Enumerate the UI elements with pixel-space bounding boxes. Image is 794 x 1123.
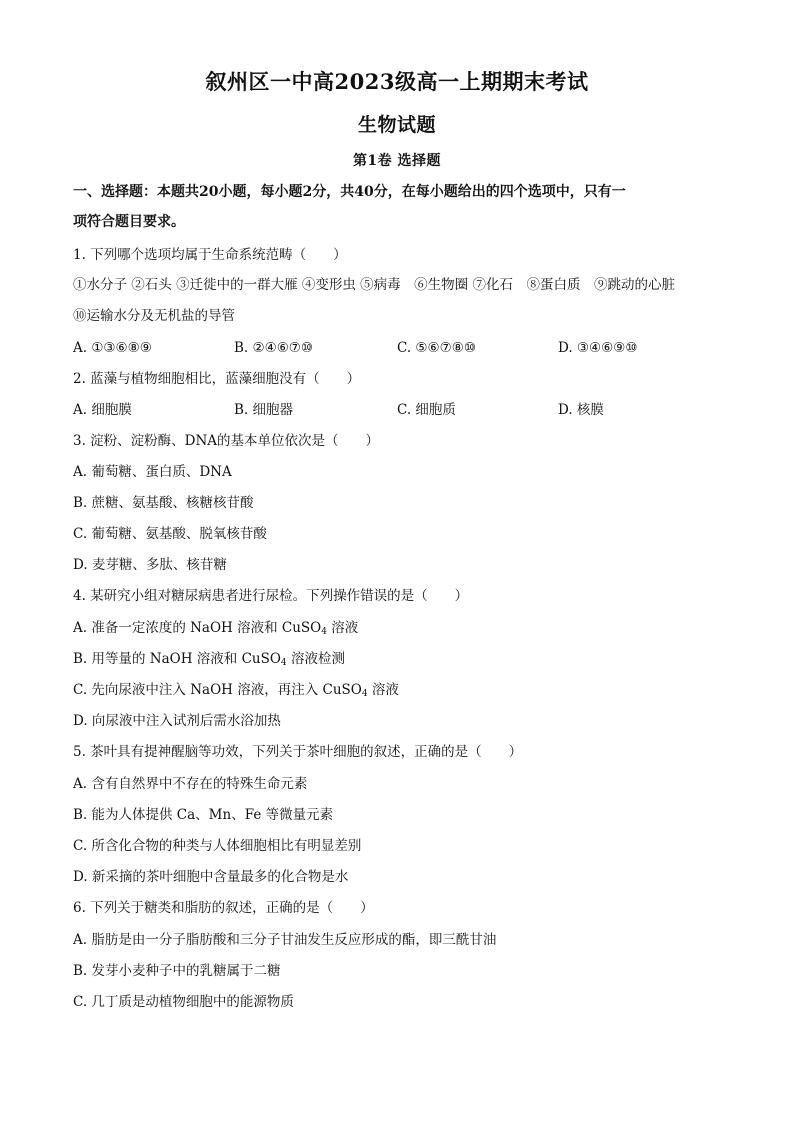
q6-option-c: C. 几丁质是动植物细胞中的能源物质: [73, 994, 294, 1010]
volume-title: 第1卷 选择题: [352, 153, 442, 169]
exam-title: 叙州区一中高2023级高一上期期末考试: [205, 69, 589, 94]
q4-option-c-text: C. 先向尿液中注入 NaOH 溶液，再注入 CuSO: [73, 682, 362, 698]
q1-option-a: A. ①③⑥⑧⑨: [73, 340, 152, 356]
q4-option-c: [73, 680, 399, 704]
q4-option-a: [73, 618, 358, 642]
section-instruction-line1: 一、选择题：本题共20小题，每小题2分，共40分，在每小题给出的四个选项中，只有一: [73, 184, 626, 200]
q3-option-a: A. 葡萄糖、蛋白质、DNA: [73, 464, 232, 480]
q6-stem: 6. 下列关于糖类和脂肪的叙述，正确的是（ ）: [73, 900, 374, 916]
q1-option-b: B. ②④⑥⑦⑩: [234, 340, 314, 356]
q6-option-a: A. 脂肪是由一分子脂肪酸和三分子甘油发生反应形成的酯，即三酰甘油: [73, 932, 497, 948]
q4-option-a-tail: 溶液: [326, 620, 359, 636]
q1-items-line2: ⑩运输水分及无机盐的导管: [73, 308, 235, 324]
q2-option-a: A. 细胞膜: [73, 402, 132, 418]
subject-title: 生物试题: [357, 114, 436, 136]
q3-option-d: D. 麦芽糖、多肽、核苷糖: [73, 557, 227, 573]
q5-option-a: A. 含有自然界中不存在的特殊生命元素: [73, 776, 308, 792]
subscript: 4: [280, 658, 287, 668]
q6-option-b: B. 发芽小麦种子中的乳糖属于二糖: [73, 963, 281, 979]
q2-option-d: D. 核膜: [558, 402, 604, 418]
q4-option-b-text: B. 用等量的 NaOH 溶液和 CuSO: [73, 651, 281, 667]
q4-option-b-tail: 溶液检测: [286, 651, 345, 667]
q1-stem: 1. 下列哪个选项均属于生命系统范畴（ ）: [73, 247, 347, 263]
q1-option-d: D. ③④⑥⑨⑩: [558, 340, 638, 356]
q5-option-b: B. 能为人体提供 Ca、Mn、Fe 等微量元素: [73, 807, 334, 823]
q5-option-d: D. 新采摘的茶叶细胞中含量最多的化合物是水: [73, 869, 349, 885]
q3-stem: 3. 淀粉、淀粉酶、DNA的基本单位依次是（ ）: [73, 433, 380, 449]
q3-option-b: B. 蔗糖、氨基酸、核糖核苷酸: [73, 495, 254, 511]
q1-items-line1: ①水分子 ②石头 ③迁徙中的一群大雁 ④变形虫 ⑤病毒 ⑥生物圈 ⑦化石 ⑧蛋白质 ⑨跳动的心脏: [73, 277, 675, 293]
q3-option-c: C. 葡萄糖、氨基酸、脱氧核苷酸: [73, 526, 267, 542]
q5-option-c: C. 所含化合物的种类与人体细胞相比有明显差别: [73, 838, 362, 854]
subscript: 4: [321, 627, 327, 637]
section-instruction-line2: 项符合题目要求。: [73, 214, 185, 230]
q5-stem: 5. 茶叶具有提神醒脑等功效，下列关于茶叶细胞的叙述，正确的是（ ）: [73, 744, 523, 760]
q4-stem: 4. 某研究小组对糖尿病患者进行尿检。下列操作错误的是（ ）: [73, 588, 469, 604]
q4-option-d: D. 向尿液中注入试剂后需水浴加热: [73, 713, 281, 729]
q1-option-c: C. ⑤⑥⑦⑧⑩: [397, 340, 476, 356]
q4-option-b: [73, 649, 345, 673]
q2-option-b: B. 细胞器: [234, 402, 294, 418]
q4-option-a-text: A. 准备一定浓度的 NaOH 溶液和 CuSO: [73, 620, 322, 636]
q2-option-c: C. 细胞质: [397, 402, 456, 418]
q2-stem: 2. 蓝藻与植物细胞相比，蓝藻细胞没有（ ）: [73, 371, 361, 387]
subscript: 4: [361, 689, 368, 699]
q4-option-c-tail: 溶液: [367, 682, 399, 698]
